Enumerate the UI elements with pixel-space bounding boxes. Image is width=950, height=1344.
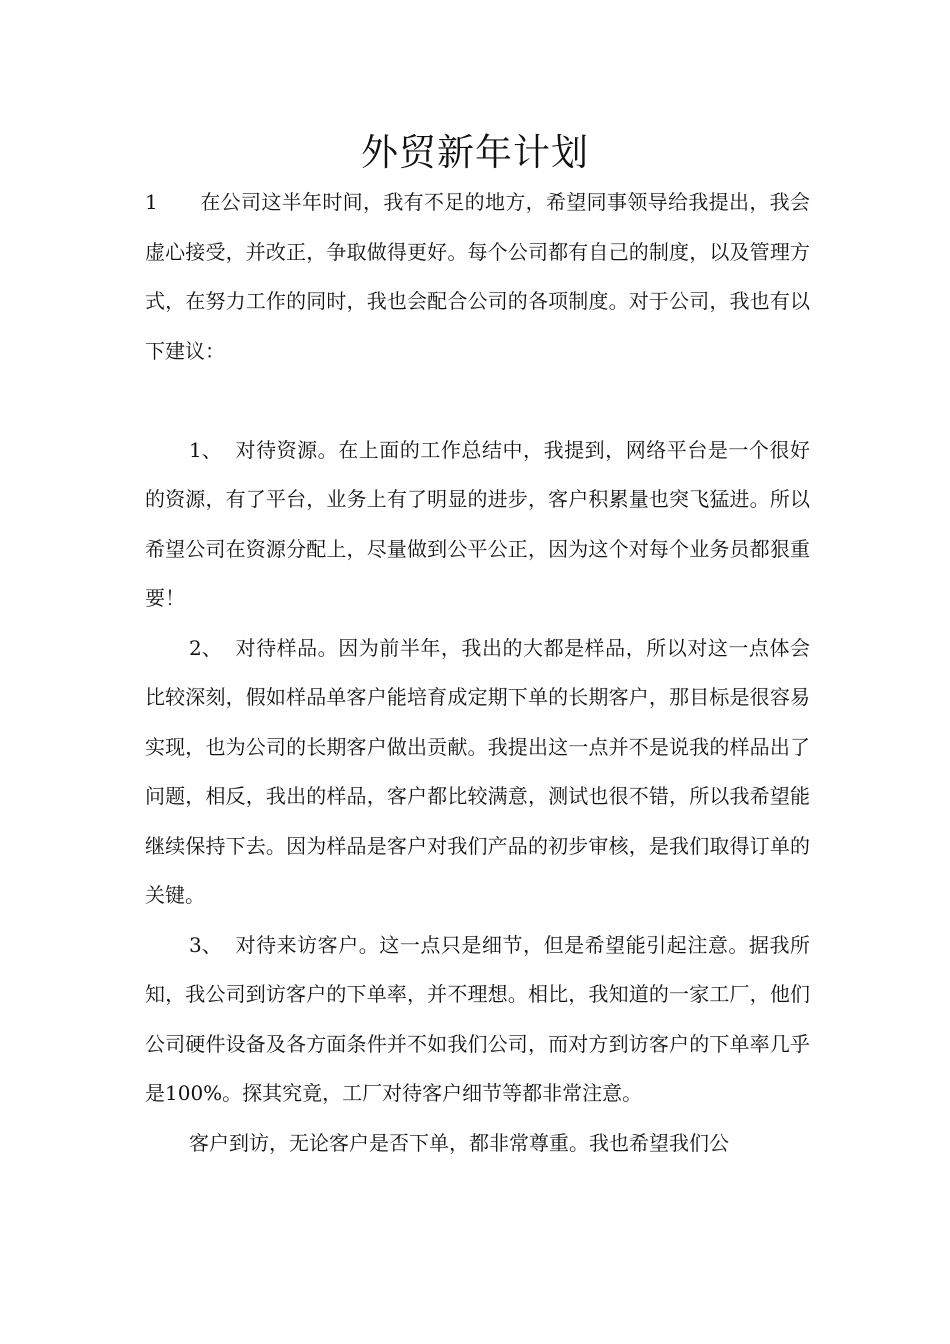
list-item-number: 2、 [189, 635, 222, 660]
closing-paragraph: 客户到访，无论客户是否下单，都非常尊重。我也希望我们公 [189, 1130, 729, 1155]
list-item-number: 3、 [189, 932, 222, 957]
list-item [145, 426, 810, 624]
list-item-text: 对待样品。因为前半年，我出的大都是样品，所以对这一点体会比较深刻，假如样品单客户能培育成定期下单的长期客户，那目标是很容易实现，也为公司的长期客户做出贡献。我提出这一点并不是说我的样品出了问题，相反，我出的样品，客户都比较满意，测试也很不错，所以我希望能继续保持下去。因为样品是客户对我们产品的初步审核，是我们取得订单的关键。 [145, 635, 810, 907]
list-item-text: 对待资源。在上面的工作总结中，我提到，网络平台是一个很好的资源，有了平台，业务上有了明显的进步，客户积累量也突飞猛进。所以希望公司在资源分配上，尽量做到公平公正，因为这个对每个业务员都狠重要！ [145, 437, 810, 610]
list-item [145, 921, 810, 1119]
intro-paragraph [145, 178, 810, 376]
intro-number: 1 [145, 190, 158, 214]
document-title: 外贸新年计划 [361, 131, 589, 174]
list-item-number: 1、 [189, 437, 222, 462]
list-item [145, 624, 810, 921]
list-item-text: 对待来访客户。这一点只是细节，但是希望能引起注意。据我所知，我公司到访客户的下单率，并不理想。相比，我知道的一家工厂，他们公司硬件设备及各方面条件并不如我们公司，而对方到访客户的下单率几乎是100%。探其究竟，工厂对待客户细节等都非常注意。 [145, 932, 810, 1105]
document-body [145, 178, 810, 1168]
intro-text: 在公司这半年时间，我有不足的地方，希望同事领导给我提出，我会虚心接受，并改正，争取做得更好。每个公司都有自己的制度，以及管理方式，在努力工作的同时，我也会配合公司的各项制度。对于公司，我也有以下建议： [145, 190, 810, 363]
paragraph-gap [145, 376, 810, 426]
